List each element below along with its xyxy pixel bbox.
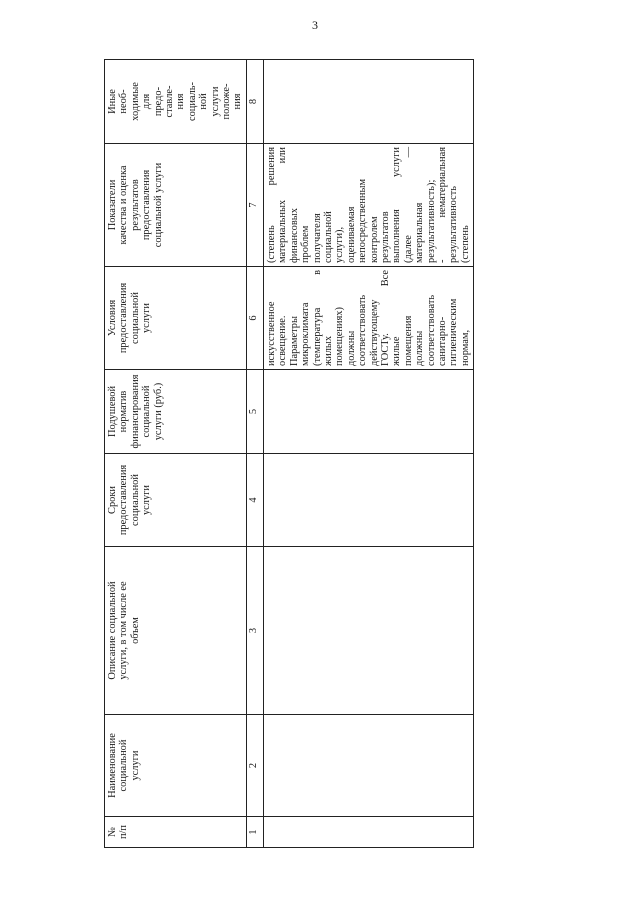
- header-row: [105, 60, 247, 848]
- header-text-line: предоставления: [118, 282, 130, 354]
- cell-text-line: помещениях): [334, 307, 346, 366]
- cell-text-line: материальных или: [277, 147, 289, 263]
- cell-text-line: микроклимата: [300, 302, 312, 366]
- cell-text-line: санитарно-: [436, 316, 448, 366]
- cell-text-line: искусственное: [265, 301, 277, 366]
- header-text-line: №: [107, 827, 118, 837]
- column-number: 6: [246, 267, 263, 370]
- cell-text-line: Параметры: [288, 316, 300, 366]
- table-wrapper: [104, 60, 471, 848]
- cell-text-line: должны: [345, 330, 357, 366]
- cell-text-line: выполнения услуги: [391, 147, 403, 263]
- cell-text-line: (степень: [459, 225, 471, 263]
- column-number: 3: [246, 547, 263, 715]
- header-cell: [105, 267, 247, 370]
- cell-text-line: (температура в: [311, 270, 323, 366]
- column-number: 5: [246, 370, 263, 454]
- table-cell: [263, 60, 473, 144]
- cell-text-line: - нематериальная: [436, 147, 448, 263]
- cell-text-line: должны: [414, 330, 426, 366]
- cell-text-line: помещения: [402, 315, 414, 366]
- header-text-line: результатов: [129, 179, 141, 231]
- table-row: [263, 60, 473, 848]
- cell-text-line: (степень решения: [265, 147, 277, 263]
- header-text-line: социаль-: [186, 81, 198, 122]
- column-number-row: [246, 60, 263, 848]
- cell-text-line: результативность);: [425, 179, 437, 263]
- cell-text-line: освещение.: [277, 315, 289, 366]
- header-text-line: качества и оценка: [118, 165, 130, 245]
- header-text-line: социальной: [129, 292, 141, 344]
- header-text-line: услуги: [209, 86, 221, 117]
- header-text-line: п/п: [118, 825, 130, 840]
- header-text-line: необ-: [118, 89, 130, 114]
- table-cell: [263, 547, 473, 715]
- column-number: 4: [246, 454, 263, 547]
- column-number: 2: [246, 715, 263, 817]
- header-cell: [105, 454, 247, 547]
- cell-text-line: финансовых: [288, 208, 300, 263]
- table-cell: [263, 370, 473, 454]
- rotated-table: [104, 60, 471, 848]
- column-number: 7: [246, 144, 263, 267]
- cell-text-line: проблем: [300, 225, 312, 263]
- header-cell: [105, 817, 247, 848]
- header-text-line: ния: [232, 93, 244, 110]
- header-text-line: Иные: [107, 89, 118, 114]
- header-text-line: ния: [175, 93, 187, 110]
- header-text-line: предоставления: [141, 169, 153, 241]
- header-text-line: социальной услуги: [152, 162, 164, 248]
- header-text-line: социальной: [118, 739, 130, 792]
- cell-text-line: непосредственным: [357, 178, 369, 263]
- column-number: 1: [246, 817, 263, 848]
- table-cell: [263, 715, 473, 817]
- header-text-line: финансирования: [129, 374, 141, 449]
- cell-text-line: (далее —: [402, 147, 414, 263]
- cell-text-line: соответствовать: [357, 294, 369, 366]
- cell-text-line: материальная: [414, 202, 426, 263]
- table-cell: [263, 454, 473, 547]
- header-text-line: ставле-: [164, 85, 176, 118]
- header-text-line: норматив: [118, 390, 130, 433]
- cell-text-line: результатов: [379, 211, 391, 263]
- quality-indicators-cell: [263, 144, 473, 267]
- header-text-line: положе-: [221, 83, 233, 120]
- page-number: 3: [312, 18, 318, 32]
- cell-text-line: ГОСТу. Все: [379, 270, 391, 366]
- cell-text-line: получателя: [311, 213, 323, 263]
- cell-text-line: жилых: [322, 335, 334, 366]
- table-cell: [263, 817, 473, 848]
- header-text-line: ной: [198, 93, 210, 110]
- header-text-line: предоставления: [118, 464, 130, 536]
- cell-text-line: жилые: [391, 336, 403, 366]
- header-text-line: Наименование: [107, 733, 118, 798]
- cell-text-line: результативность: [448, 185, 460, 263]
- header-text-line: Сроки: [107, 486, 118, 514]
- header-text-line: Условия: [107, 299, 118, 337]
- header-text-line: социальной: [129, 474, 141, 526]
- header-cell: [105, 60, 247, 144]
- cell-text-line: гигиеническим: [448, 298, 460, 366]
- cell-text-line: нормам,: [459, 329, 471, 366]
- cell-text-line: социальной: [322, 211, 334, 263]
- header-text-line: услуги (руб.): [152, 382, 164, 441]
- services-table: [104, 59, 474, 848]
- header-text-line: Описание социальной: [107, 581, 118, 680]
- header-cell: [105, 715, 247, 817]
- cell-text-line: услуги),: [334, 226, 346, 263]
- header-text-line: услуги: [141, 485, 153, 516]
- header-text-line: ходимые: [129, 82, 141, 121]
- header-text-line: Подушевой: [107, 385, 118, 438]
- header-text-line: объем: [129, 617, 141, 644]
- cell-text-line: действующему: [368, 299, 380, 366]
- header-cell: [105, 144, 247, 267]
- conditions-cell: [263, 267, 473, 370]
- header-cell: [105, 547, 247, 715]
- header-text-line: предо-: [152, 86, 164, 117]
- header-cell: [105, 370, 247, 454]
- header-text-line: услуги: [129, 750, 141, 781]
- column-number: 8: [246, 60, 263, 144]
- header-text-line: услуги: [141, 303, 153, 334]
- cell-text-line: соответствовать: [425, 294, 437, 366]
- cell-text-line: оцениваемая: [345, 206, 357, 263]
- header-text-line: Показатели: [107, 179, 118, 231]
- header-text-line: услуги, в том числе ее: [118, 581, 130, 680]
- cell-text-line: контролем: [368, 216, 380, 263]
- header-text-line: для: [141, 93, 153, 110]
- header-text-line: социальной: [141, 385, 153, 438]
